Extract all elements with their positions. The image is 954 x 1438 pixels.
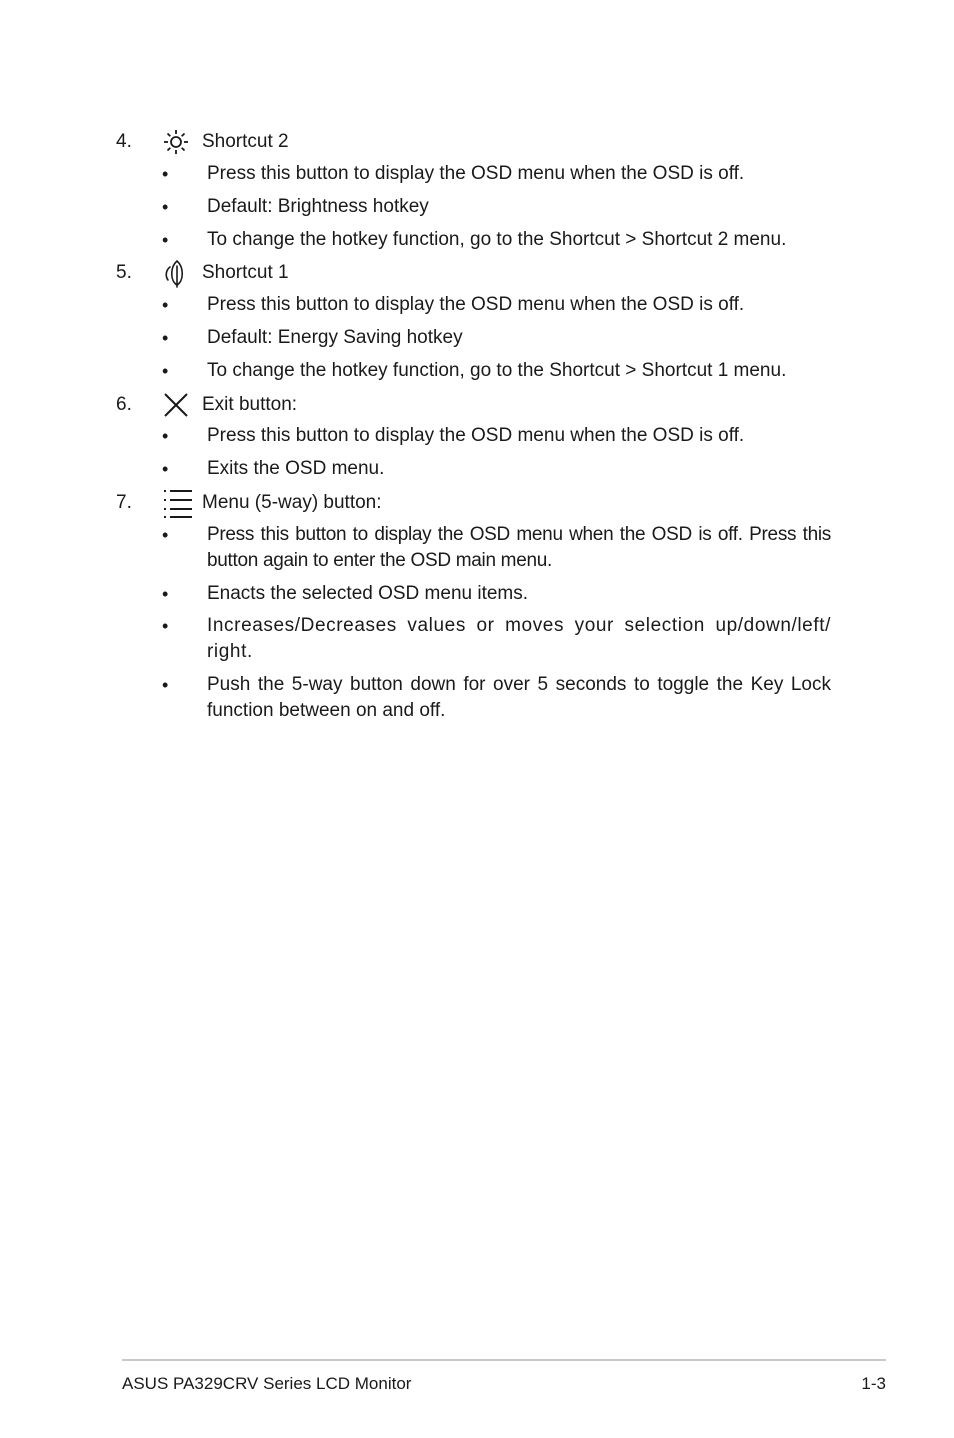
bullet-symbol: • — [162, 584, 169, 604]
bullet-text: Default: Brightness hotkey — [207, 196, 429, 217]
bullet-symbol: • — [162, 616, 169, 636]
item-title: Exit button: — [202, 394, 298, 415]
item-title: Menu (5-way) button: — [202, 492, 382, 513]
list-item-menu-button — [0, 491, 954, 521]
bullet-text: Press this button to display the OSD menu when the OSD is off. — [207, 163, 745, 184]
bullet-text: Default: Energy Saving hotkey — [207, 327, 463, 348]
list-item-shortcut-2 — [0, 130, 954, 160]
item-number: 4. — [116, 131, 132, 152]
footer-page-number: 1-3 — [861, 1374, 886, 1393]
bullet-symbol: • — [162, 361, 169, 381]
bullet-symbol: • — [162, 164, 169, 184]
bullet-text: To change the hotkey function, go to the Shortcut > Shortcut 1 menu. — [207, 360, 787, 381]
bullet-symbol: • — [162, 426, 169, 446]
footer-product-name: ASUS PA329CRV Series LCD Monitor — [122, 1374, 412, 1393]
footer-divider — [122, 1359, 886, 1361]
bullet-symbol: • — [162, 197, 169, 217]
item-number: 7. — [116, 492, 132, 513]
list-item-exit-button — [0, 393, 954, 423]
bullet-text: To change the hotkey function, go to the Shortcut > Shortcut 2 menu. — [207, 229, 787, 250]
bullet-symbol: • — [162, 328, 169, 348]
item-number: 5. — [116, 262, 132, 283]
bullet-text: Increases/Decreases values or moves your selection up/down/left/ right. — [207, 615, 831, 662]
bullet-text: Press this button to display the OSD menu when the OSD is off. Press this button again to enter the OSD main menu. — [207, 524, 831, 571]
bullet-text: Press this button to display the OSD menu when the OSD is off. — [207, 294, 745, 315]
bullet-text: Push the 5-way button down for over 5 seconds to toggle the Key Lock function between on and off. — [207, 674, 831, 721]
list-item-shortcut-1 — [0, 261, 954, 291]
brightness-sun-icon — [160, 126, 192, 158]
bullet-symbol: • — [162, 675, 169, 695]
bullet-symbol: • — [162, 295, 169, 315]
bullet-text: Exits the OSD menu. — [207, 458, 385, 479]
bullet-text: Enacts the selected OSD menu items. — [207, 583, 529, 604]
item-number: 6. — [116, 394, 132, 415]
item-title: Shortcut 1 — [202, 262, 289, 283]
menu-list-icon — [160, 487, 192, 519]
bullet-symbol: • — [162, 459, 169, 479]
close-x-icon — [160, 389, 192, 421]
bullet-symbol: • — [162, 230, 169, 250]
bullet-symbol: • — [162, 525, 169, 545]
item-title: Shortcut 2 — [202, 131, 289, 152]
bullet-text: Press this button to display the OSD menu when the OSD is off. — [207, 425, 745, 446]
energy-leaf-icon — [160, 257, 192, 289]
